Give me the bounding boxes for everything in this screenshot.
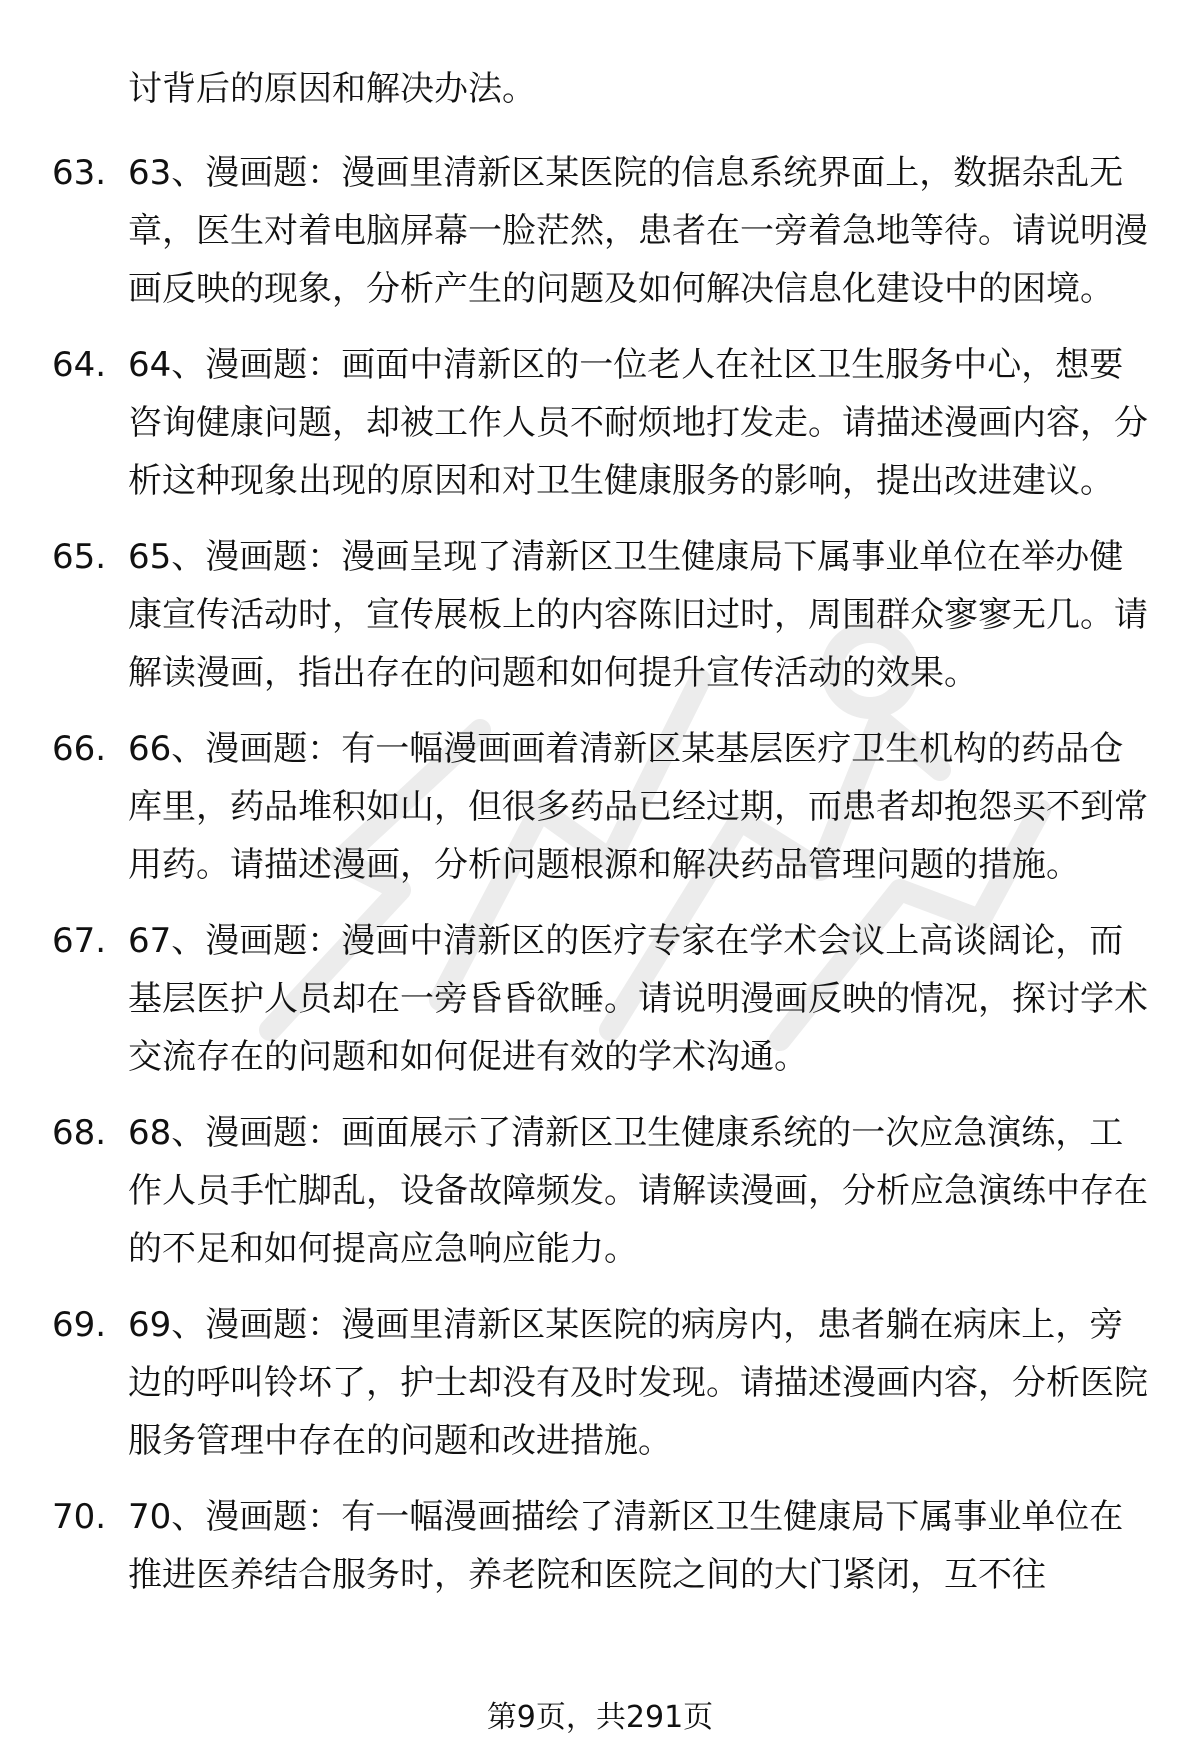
list-item (0, 144, 1148, 318)
page-footer: 第9页，共291页 (486, 1700, 714, 1735)
question-number: 68. (52, 1113, 107, 1153)
question-text: 65、漫画题：漫画呈现了清新区卫生健康局下属事业单位在举办健康宣传活动时，宣传展板上的内容陈旧过时，周围群众寥寥无几。请解读漫画，指出存在的问题和如何提升宣传活动的效果。 (128, 537, 1148, 693)
question-number: 64. (52, 345, 107, 385)
question-number: 63. (52, 153, 107, 193)
list-item (0, 912, 1148, 1086)
list-item (0, 1488, 1148, 1604)
question-text: 64、漫画题：画面中清新区的一位老人在社区卫生服务中心，想要咨询健康问题，却被工作人员不耐烦地打发走。请描述漫画内容，分析这种现象出现的原因和对卫生健康服务的影响，提出改进建议。 (128, 345, 1148, 501)
question-number: 66. (52, 729, 107, 769)
question-number: 69. (52, 1305, 107, 1345)
question-list (0, 144, 1200, 1622)
question-text: 70、漫画题：有一幅漫画描绘了清新区卫生健康局下属事业单位在推进医养结合服务时，养老院和医院之间的大门紧闭，互不往 (128, 1497, 1124, 1595)
question-number: 67. (52, 921, 107, 961)
continued-paragraph: 讨背后的原因和解决办法。 (128, 69, 536, 109)
question-text: 66、漫画题：有一幅漫画画着清新区某基层医疗卫生机构的药品仓库里，药品堆积如山，但很多药品已经过期，而患者却抱怨买不到常用药。请描述漫画，分析问题根源和解决药品管理问题的措施。 (128, 729, 1148, 885)
list-item (0, 1296, 1148, 1470)
question-text: 63、漫画题：漫画里清新区某医院的信息系统界面上，数据杂乱无章，医生对着电脑屏幕一脸茫然，患者在一旁着急地等待。请说明漫画反映的现象，分析产生的问题及如何解决信息化建设中的困境。 (128, 153, 1148, 309)
list-item (0, 336, 1148, 510)
question-text: 69、漫画题：漫画里清新区某医院的病房内，患者躺在病床上，旁边的呼叫铃坏了，护士却没有及时发现。请描述漫画内容，分析医院服务管理中存在的问题和改进措施。 (128, 1305, 1148, 1461)
question-text: 68、漫画题：画面展示了清新区卫生健康系统的一次应急演练，工作人员手忙脚乱，设备故障频发。请解读漫画，分析应急演练中存在的不足和如何提高应急响应能力。 (128, 1113, 1148, 1269)
list-item (0, 1104, 1148, 1278)
question-number: 65. (52, 537, 107, 577)
list-item (0, 720, 1148, 894)
question-text: 67、漫画题：漫画中清新区的医疗专家在学术会议上高谈阔论，而基层医护人员却在一旁昏昏欲睡。请说明漫画反映的情况，探讨学术交流存在的问题和如何促进有效的学术沟通。 (128, 921, 1148, 1077)
list-item (0, 528, 1148, 702)
question-number: 70. (52, 1497, 107, 1537)
